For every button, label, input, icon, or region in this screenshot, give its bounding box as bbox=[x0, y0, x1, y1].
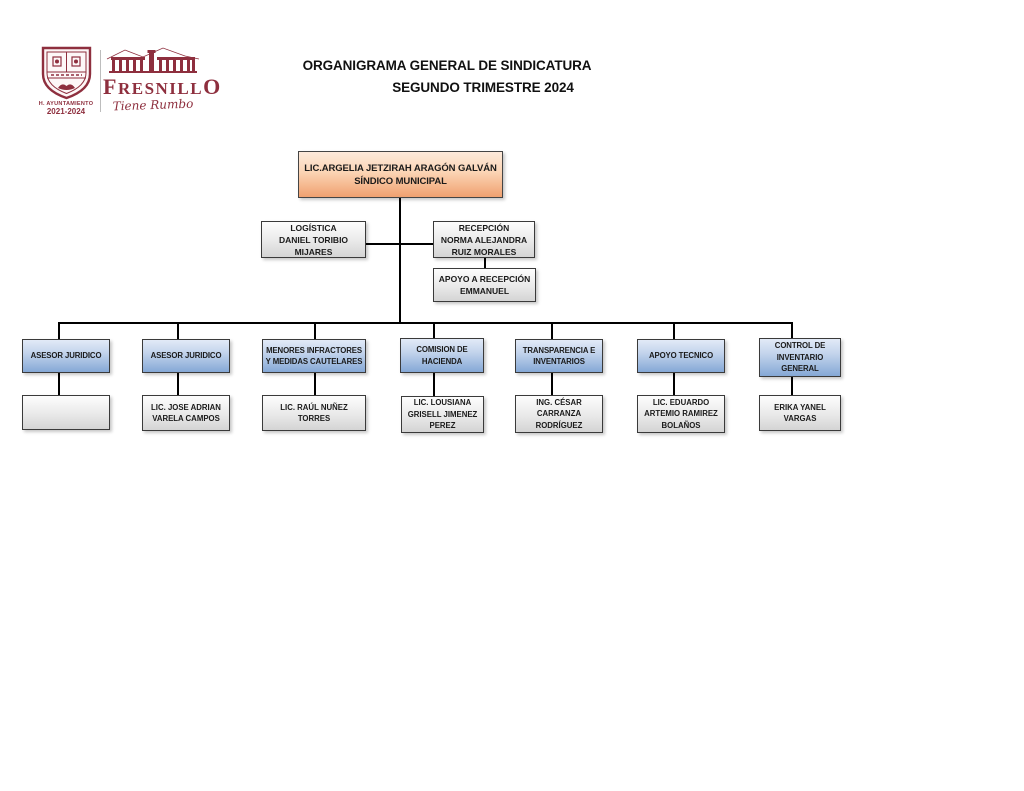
org-node-asesor-juridico-1: ASESOR JURIDICO bbox=[22, 339, 110, 373]
connector-drop bbox=[791, 322, 793, 339]
org-node-logistica: LOGÍSTICA DANIEL TORIBIO MIJARES bbox=[261, 221, 366, 258]
connector-drop bbox=[551, 322, 553, 340]
org-node-control-inventario-person: ERIKA YANEL VARGAS bbox=[759, 395, 841, 431]
org-node-sindico-municipal: LIC.ARGELIA JETZIRAH ARAGÓN GALVÁN SÍNDICO MUNICIPAL bbox=[298, 151, 503, 198]
org-node-menores-infractores: MENORES INFRACTORES Y MEDIDAS CAUTELARES bbox=[262, 339, 366, 373]
connector-drop bbox=[177, 322, 179, 340]
fresnillo-crest-icon bbox=[38, 46, 95, 101]
org-node-menores-infractores-person: LIC. RAÚL NUÑEZ TORRES bbox=[262, 395, 366, 431]
fresnillo-logo bbox=[103, 47, 222, 114]
crest-caption-years: 2021-2024 bbox=[46, 107, 86, 116]
connector-drop bbox=[58, 322, 60, 340]
connector-root-vertical bbox=[399, 197, 401, 324]
org-node-comision-hacienda-person: LIC. LOUSIANA GRISELL JIMENEZ PEREZ bbox=[401, 396, 484, 433]
connector-drop bbox=[177, 373, 179, 395]
page-title-line2: SEGUNDO TRIMESTRE 2024 bbox=[392, 80, 574, 95]
org-node-apoyo-recepcion: APOYO A RECEPCIÓN EMMANUEL bbox=[433, 268, 536, 302]
connector-drop bbox=[673, 373, 675, 395]
connector-drop bbox=[433, 373, 435, 396]
connector-staff-horizontal bbox=[366, 243, 433, 245]
connector-drop bbox=[673, 322, 675, 340]
connector-drop bbox=[791, 377, 793, 395]
org-node-transparencia-inventarios-person: ING. CÉSAR CARRANZA RODRÍGUEZ bbox=[515, 395, 603, 433]
org-node-recepcion: RECEPCIÓN NORMA ALEJANDRA RUIZ MORALES bbox=[433, 221, 535, 258]
page-title-line1: ORGANIGRAMA GENERAL DE SINDICATURA bbox=[302, 58, 592, 73]
connector-drop bbox=[433, 322, 435, 339]
logo-divider bbox=[100, 50, 101, 112]
fresnillo-wordmark: FRESNILLO bbox=[103, 74, 222, 99]
fresnillo-tagline: Tiene Rumbo bbox=[112, 96, 194, 114]
crest-caption-ayuntamiento: H. AYUNTAMIENTO bbox=[38, 101, 94, 107]
org-node-comision-hacienda: COMISION DE HACIENDA bbox=[400, 338, 484, 373]
org-node-asesor-juridico-2-person: LIC. JOSE ADRIAN VARELA CAMPOS bbox=[142, 395, 230, 431]
org-node-control-inventario: CONTROL DE INVENTARIO GENERAL bbox=[759, 338, 841, 377]
connector-bus bbox=[58, 322, 793, 324]
org-node-transparencia-inventarios: TRANSPARENCIA E INVENTARIOS bbox=[515, 339, 603, 373]
connector-drop bbox=[58, 373, 60, 395]
fresnillo-building-icon bbox=[105, 47, 201, 73]
org-node-asesor-juridico-1-person bbox=[22, 395, 110, 430]
org-node-apoyo-tecnico-person: LIC. EDUARDO ARTEMIO RAMIREZ BOLAÑOS bbox=[637, 395, 725, 433]
connector-drop bbox=[314, 322, 316, 340]
org-node-apoyo-tecnico: APOYO TECNICO bbox=[637, 339, 725, 373]
connector-drop bbox=[551, 373, 553, 395]
connector-drop bbox=[314, 373, 316, 395]
org-node-asesor-juridico-2: ASESOR JURIDICO bbox=[142, 339, 230, 373]
